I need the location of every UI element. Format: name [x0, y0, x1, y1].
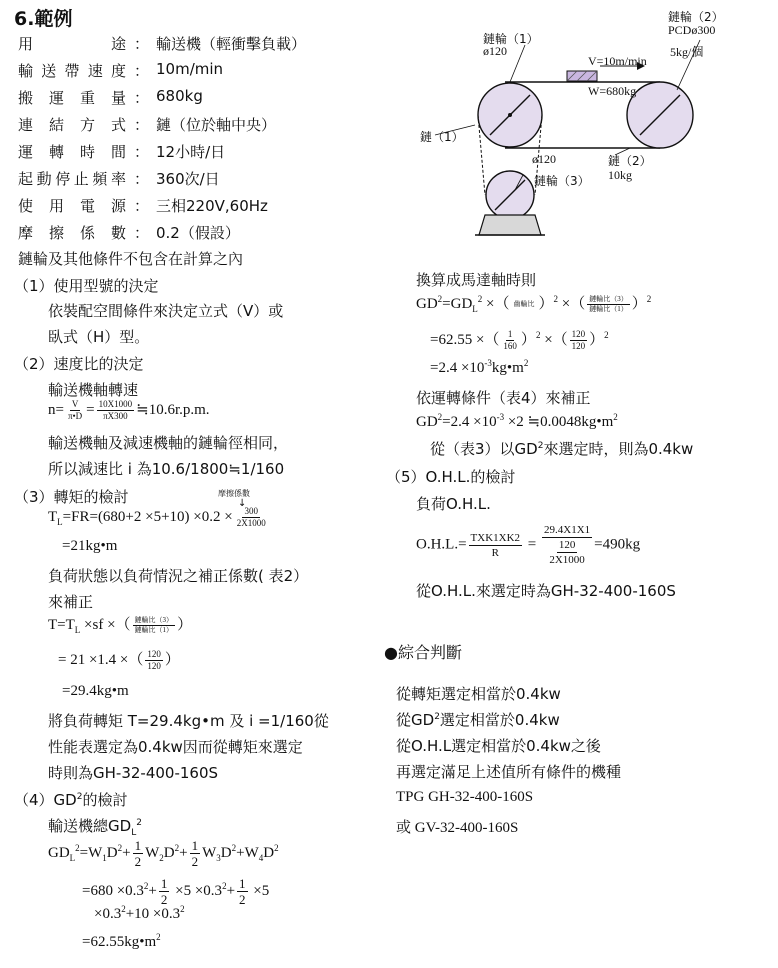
spec-value: 鏈（位於軸中央）	[156, 116, 277, 134]
label-chain-1: 鏈（1）	[420, 130, 464, 144]
judge-line6: 或 GV-32-400-160S	[396, 820, 519, 836]
spec-value: 10m/min	[156, 60, 224, 78]
corr-formula: $GD^2=2.4 \times 10^{-3} \times 2$ $≒0.0048kg•m^2$	[416, 412, 618, 430]
ohl-formula: O.H.L.= $\frac{\text{TXK1XK2}}{R}$ = 29.4X1X1 120 2X1000 =490kg	[416, 524, 641, 566]
spec-label: 搬 運 重 量	[18, 89, 126, 107]
label-chain-2: 鏈（2）	[608, 154, 652, 168]
s2-line1: 輸送機軸轉速	[48, 381, 139, 399]
s4-calc1: $=680 \times 0.3^2+$ $\frac{1}{2}$ $\times 5 \times 0.3^2+$ $\frac{1}{2}$ ×5	[82, 876, 270, 907]
spec-label: 使 用 電 源	[18, 197, 126, 215]
spec-colon: ：	[134, 35, 150, 53]
label-10kg: 10kg	[608, 168, 632, 182]
spec-label: 用 途	[18, 35, 126, 53]
spec-colon: ：	[134, 224, 150, 242]
s3-para3: 時則為GH-32-400-160S	[48, 764, 219, 782]
spec-label: 連 結 方 式	[18, 116, 126, 134]
s2-line3: 輸送機軸及減速機軸的鏈輪徑相同，	[48, 434, 289, 452]
label-weight: 5kg/個	[670, 45, 704, 59]
spec-label: 摩 擦 係 數	[18, 224, 126, 242]
label-load: W=680kg	[588, 84, 637, 98]
s3-title: （3）轉矩的檢討	[14, 488, 129, 506]
label-d120a: ø120	[483, 44, 507, 58]
s4-result: $=62.55kg•m^2$	[82, 932, 161, 950]
s1-line2: 臥式（H）型。	[48, 328, 150, 346]
spec-value: 680kg	[156, 87, 203, 105]
label-speed: V=10m/min	[588, 54, 647, 68]
friction-note: 摩擦係數	[218, 489, 250, 498]
spec-colon: ：	[134, 143, 150, 161]
s2-speed-formula: n= $\frac{V}{\pi•D}$ = $\frac{10X1000}{\pi X300}$ ≒10.6r.p.m.	[48, 399, 210, 421]
note-text: 鏈輪及其他條件不包含在計算之內	[18, 250, 244, 268]
label-pcd: PCDø300	[668, 23, 716, 37]
spec-colon: ：	[134, 197, 150, 215]
spec-value: 12小時/日	[156, 143, 226, 161]
spec-colon: ：	[134, 170, 150, 188]
s1-line1: 依裝配空間條件來決定立式（V）或	[48, 302, 284, 320]
s2-title: （2）速度比的決定	[14, 355, 144, 373]
conv-title: 換算成馬達軸時則	[416, 271, 537, 289]
s3-t-formula: $T=T_L \times sf$ ×（ $\frac{\text{鏈輪比（3）}}{\text{鏈輪比（1）}}$ ）	[48, 616, 193, 635]
s3-torque-formula: $T_L=FR=(680+2 \times 5+10) \times 0.2$ × $\frac{300}{2X1000}$	[48, 506, 266, 528]
spec-colon: ：	[134, 62, 150, 80]
spec-label: 輸 送 帶 速 度	[18, 62, 126, 80]
judge-line5: TPG GH-32-400-160S	[396, 789, 534, 805]
s4-line1: 輸送機總$GD_L^2$	[48, 817, 142, 838]
spec-value: 三相220V,60Hz	[156, 197, 268, 215]
s4-gd-formula: $GD_L^2=W_1D^2+$ $\frac{1}{2}$ $W_2D^2+$ $\frac{1}{2}$ $W_3D^2+W_4D^2$	[48, 838, 279, 869]
s3-sf-line1: 負荷狀態以負荷情況之補正係數( 表2）	[48, 567, 309, 585]
spec-label: 起 動 停 止 頻 率	[18, 170, 126, 188]
sel-line: 從（表3）以$GD^2$來選定時，則為0.4kw	[430, 440, 694, 458]
label-sprocket-2: 鏈輪（2）	[668, 10, 724, 24]
s5-title: （5）O.H.L.的檢討	[386, 468, 516, 486]
s2-line4: 所以減速比 i 為10.6/1800≒1/160	[48, 460, 285, 478]
judge-line4: 再選定滿足上述值所有條件的機種	[396, 763, 622, 781]
s3-para1: 將負荷轉矩 T=29.4kg•m 及 i =1/160從	[48, 712, 329, 730]
spec-colon: ：	[134, 89, 150, 107]
conv-numeric: =62.55 ×（ $\frac{1}{160}$ ）$^2$ ×（ $\frac{120}{120}$ ）$^2$	[430, 329, 609, 352]
judge-line3: 從O.H.L選定相當於0.4kw之後	[396, 737, 601, 755]
s3-t-numeric: = 21 ×1.4 ×（ $\frac{120}{120}$ ）	[58, 649, 180, 672]
label-d120b: ø120	[532, 152, 556, 166]
load-ohl: 負荷O.H.L.	[416, 495, 491, 513]
conv-result: $=2.4 \times 10^{-3}kg•m^2$	[430, 358, 529, 376]
s3-sf-line2: 來補正	[48, 593, 94, 611]
corr-title: 依運轉條件（表4）來補正	[416, 389, 591, 407]
label-sprocket-1: 鏈輪（1）	[483, 32, 539, 46]
s3-para2: 性能表選定為0.4kw因而從轉矩來選定	[48, 738, 303, 756]
spec-value: 輸送機（輕衝擊負載）	[156, 35, 307, 53]
ohl-select: 從O.H.L.來選定時為GH-32-400-160S	[416, 582, 676, 600]
spec-label: 運 轉 時 間	[18, 143, 126, 161]
motor-base	[479, 215, 541, 235]
s1-title: （1）使用型號的決定	[14, 277, 159, 295]
s4-title: $(4)GD^2$的檢討	[14, 791, 128, 809]
judge-line2: 從$GD^2$選定相當於0.4kw	[396, 711, 560, 729]
judge-title: ●綜合判斷	[384, 643, 462, 662]
s4-calc2: $\times 0.3^2+10 \times 0.3^2$	[94, 904, 185, 922]
judge-line1: 從轉矩選定相當於0.4kw	[396, 685, 561, 703]
s3-result1: =21kg•m	[62, 538, 118, 554]
friction-arrow: ↓	[238, 498, 247, 509]
spec-value: 360次/日	[156, 170, 220, 188]
spec-colon: ：	[134, 116, 150, 134]
label-sprocket-3: 鏈輪（3）	[534, 174, 590, 188]
conv-formula: $GD^2=GD_L^2$ ×（ 齒輪比 ）$^2$ ×（ $\frac{\text{鏈輪比（3）}}{\text{鏈輪比（1）}}$ ）$^2$	[416, 294, 652, 314]
s3-result2: =29.4kg•m	[62, 683, 129, 699]
spec-value: 0.2（假設）	[156, 224, 240, 242]
section-heading: 6.範例	[14, 8, 73, 30]
